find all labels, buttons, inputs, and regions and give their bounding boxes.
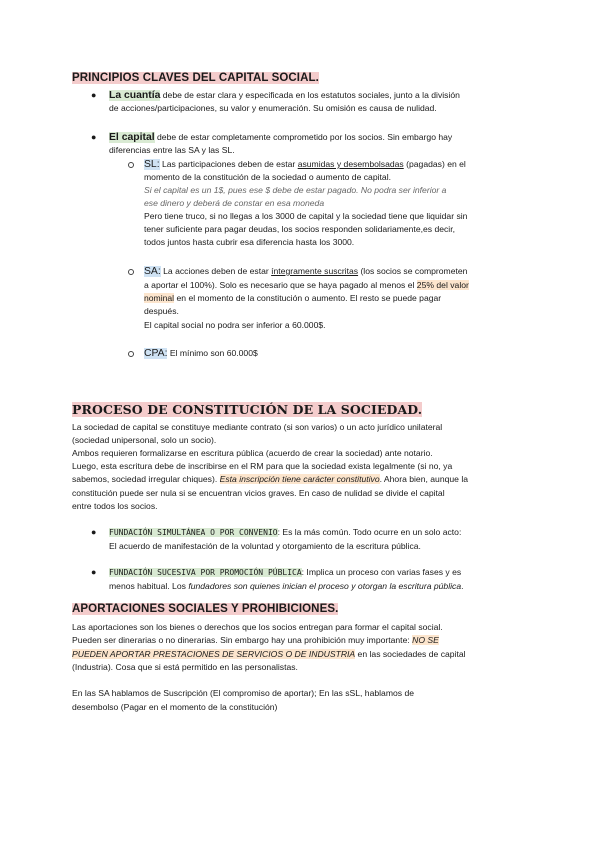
- paragraph-line: FUNDACIÓN SUCESIVA POR PROMOCIÓN PÚBLICA: Implica un proceso con varias fases y es: [109, 567, 462, 577]
- paragraph-line: SA: La acciones deben de estar íntegramente suscritas (los socios se comprometen: [144, 266, 468, 277]
- paragraph-line: El acuerdo de manifestación de la voluntad y otorgamiento de la escritura pública.: [109, 541, 421, 551]
- section-title-aportaciones: APORTACIONES SOCIALES Y PROHIBICIONES.: [72, 603, 339, 615]
- paragraph-line: En las SA hablamos de Suscripción (El compromiso de aportar); En las sSL, hablamos de: [72, 688, 415, 698]
- circle-bullet-icon: [128, 351, 134, 357]
- paragraph-line: sabemos, sociedad irregular chiques). Esta inscripción tiene carácter constitutivo. Ahora bien, aunque la: [72, 474, 469, 484]
- section-title-constitucion: PROCESO DE CONSTITUCIÓN DE LA SOCIEDAD.: [72, 402, 423, 417]
- paragraph-line: (sociedad unipersonal, solo un socio).: [72, 435, 217, 445]
- paragraph-line: CPA: El mínimo son 60.000$: [144, 348, 258, 359]
- paragraph-line: SL: Las participaciones deben de estar asumidas y desembolsadas (pagadas) en el: [144, 159, 466, 170]
- paragraph-line: entre todos los socios.: [72, 501, 158, 511]
- paragraph-line: El capital social no podra ser inferior a 60.000$.: [144, 320, 326, 330]
- paragraph-line: Las aportaciones son los bienes o derechos que los socios entregan para formar el capital social.: [72, 622, 443, 632]
- paragraph-line: Pueden ser dinerarias o no dinerarias. Sin embargo hay una prohibición muy importante: NO SE: [72, 635, 439, 645]
- paragraph-line: tener suficiente para pagar deudas, los socios responden solidariamente,es decir,: [144, 224, 455, 234]
- paragraph-line: Luego, esta escritura debe de inscribirse en el RM para que la sociedad exista legalmente (si no, ya: [72, 461, 453, 471]
- paragraph-line: Ambos requieren formalizarse en escritura pública (acuerdo de crear la sociedad) ante notario.: [72, 448, 433, 458]
- paragraph-line: ese dinero y deberá de constar en esa moneda: [144, 198, 325, 208]
- bullet-icon: ●: [91, 567, 97, 577]
- paragraph-line: constitución puede ser nula si se encuentran vicios graves. En caso de nulidad se divide el capital: [72, 488, 445, 498]
- paragraph-line: (Industria). Cosa que si está permitido en las personalistas.: [72, 662, 298, 672]
- paragraph-line: momento de la constitución de la sociedad o aumento de capital.: [144, 172, 391, 182]
- paragraph-line: desembolso (Pagar en el momento de la constitución): [72, 702, 278, 712]
- paragraph-line: FUNDACIÓN SIMULTÁNEA O POR CONVENIO: Es la más común. Todo ocurre en un solo acto:: [109, 527, 462, 537]
- paragraph-line: PUEDEN APORTAR PRESTACIONES DE SERVICIOS O DE INDUSTRIA en las sociedades de capital: [72, 649, 466, 659]
- bullet-icon: ●: [91, 132, 97, 142]
- bullet-icon: ●: [91, 527, 97, 537]
- circle-bullet-icon: [128, 162, 134, 168]
- paragraph-line: La sociedad de capital se constituye mediante contrato (si son varios) o un acto jurídico unilateral: [72, 422, 443, 432]
- paragraph-line: todos juntos hasta cubrir esa diferencia hasta los 3000.: [144, 237, 355, 247]
- paragraph-line: Si el capital es un 1$, pues ese $ debe de estar pagado. No podra ser inferior a: [144, 185, 447, 195]
- paragraph-line: La cuantía debe de estar clara y especificada en los estatutos sociales, junto a la división: [109, 90, 460, 101]
- paragraph-line: diferencias entre las SA y las SL.: [109, 145, 235, 155]
- paragraph-line: a aportar el 100%). Solo es necesario que se haya pagado al menos el 25% del valor: [144, 280, 469, 290]
- paragraph-line: nominal en el momento de la constitución o aumento. El resto se puede pagar: [144, 293, 442, 303]
- section-title-capital-social: PRINCIPIOS CLAVES DEL CAPITAL SOCIAL.: [72, 72, 319, 84]
- paragraph-line: de acciones/participaciones, su valor y enumeración. Su omisión es causa de nulidad.: [109, 103, 437, 113]
- paragraph-line: El capital debe de estar completamente comprometido por los socios. Sin embargo hay: [109, 132, 453, 143]
- bullet-icon: ●: [91, 90, 97, 100]
- circle-bullet-icon: [128, 269, 134, 275]
- paragraph-line: después.: [144, 306, 179, 316]
- paragraph-line: Pero tiene truco, si no llegas a los 3000 de capital y la sociedad tiene que liquidar sin: [144, 211, 468, 221]
- paragraph-line: menos habitual. Los fundadores son quienes inician el proceso y otorgan la escritura pública.: [109, 581, 464, 591]
